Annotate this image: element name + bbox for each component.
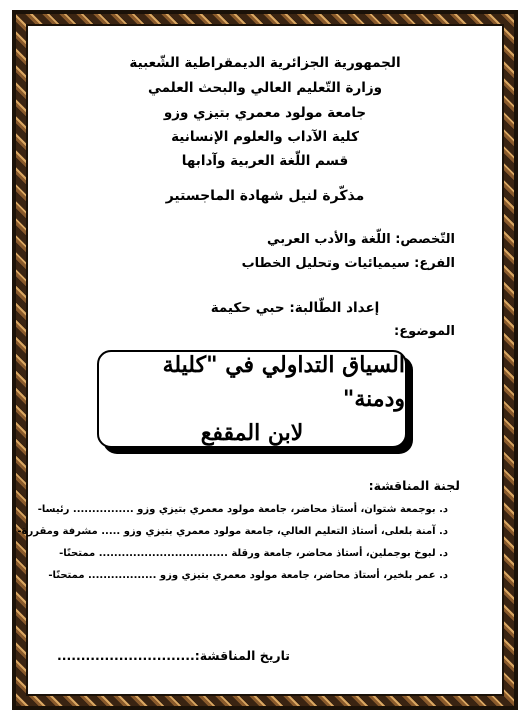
faculty-name: كلية الآداب والعلوم الإنسانية — [171, 129, 359, 145]
republic-name: الجمهورية الجزائرية الديمقراطية الشّعبية — [129, 55, 401, 71]
topic-box — [97, 350, 407, 448]
member-text: د. عمر بلخير، أستاذ محاضر، جامعة مولود معمري بتيزي وزو .................. ممتحنًا — [52, 570, 448, 581]
topic-label: الموضوع: — [394, 324, 455, 339]
committee-heading: لجنة المناقشة: — [368, 478, 460, 493]
member-text: د. آمنة بلعلى، أستاذ التعليم العالي، جامعة مولود معمري بتيزي وزو ..... مشرفة ومقررة — [21, 526, 448, 537]
specialty: التّخصص: اللّغة والأدب العربي — [267, 232, 455, 247]
committee-member — [32, 504, 448, 515]
bullet: - — [17, 526, 22, 537]
bullet: - — [37, 504, 42, 515]
topic-line-2: لابن المقفع — [200, 420, 304, 446]
prepared-by: إعداد الطّالبة: حبي حكيمة — [210, 300, 380, 316]
topic-line-1: السياق التداولي في "كليلة ودمنة" — [162, 352, 405, 412]
bullet: - — [48, 570, 53, 581]
branch: الفرع: سيميائيات وتحليل الخطاب — [241, 256, 455, 271]
department-name: قسم اللّغة العربية وآدابها — [181, 153, 349, 169]
member-text: د. بوجمعة شتوان، أستاذ محاضر، جامعة مولود معمري بتيزي وزو ................ رئيسا — [41, 504, 448, 515]
committee-member — [42, 570, 448, 581]
committee-member — [11, 526, 448, 537]
memo-title: مذكّرة لنيل شهادة الماجستير — [165, 188, 365, 204]
university-name: جامعة مولود معمري بتيزي وزو — [163, 105, 367, 121]
committee-member — [53, 548, 448, 559]
defense-date: تاريخ المناقشة:............................. — [57, 648, 290, 663]
member-text: د. لبوخ بوجملين، أستاذ محاضر، جامعة ورقلة .................................. ممتحنًا — [63, 548, 448, 559]
bullet: - — [59, 548, 64, 559]
ministry-name: وزارة التّعليم العالي والبحث العلمي — [147, 80, 383, 96]
